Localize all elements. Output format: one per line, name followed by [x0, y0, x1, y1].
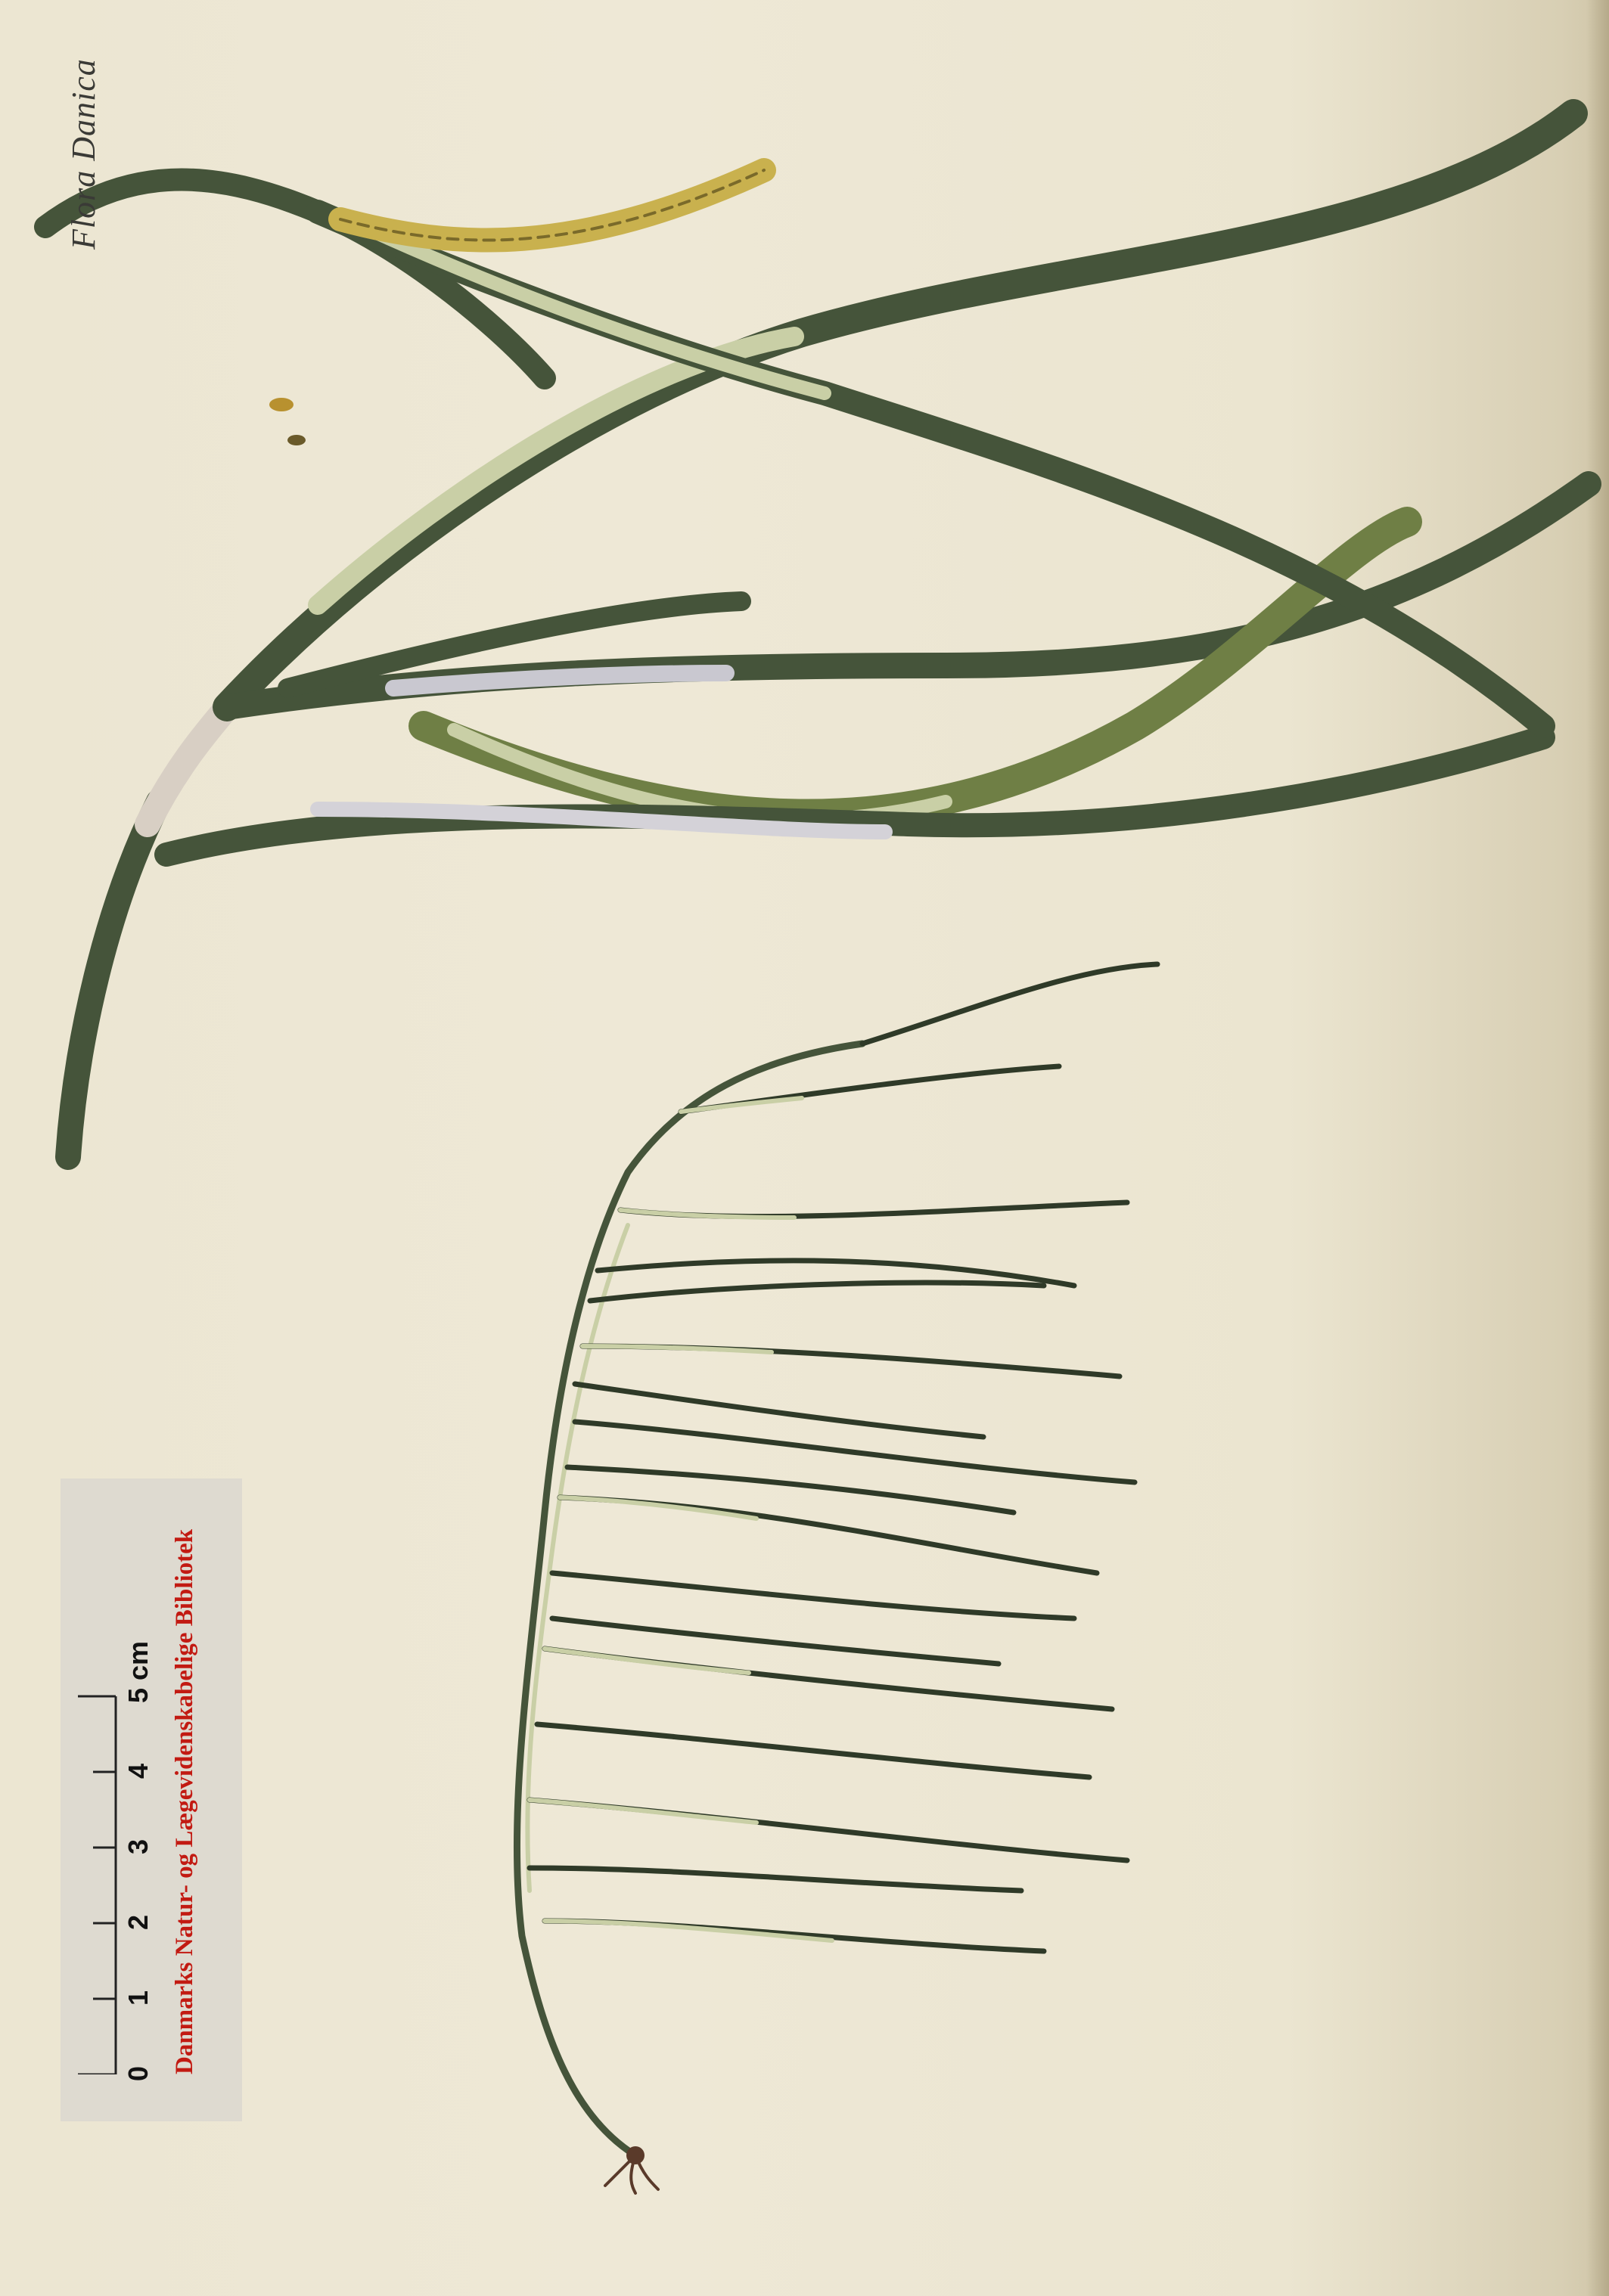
scale-tick-label: 2 [123, 1914, 154, 1930]
scale-tick-label: 0 [123, 2065, 154, 2081]
scale-labels [123, 1618, 160, 2087]
grass-leaf-illustration [45, 113, 1589, 1157]
work-title: Flora Danica [65, 58, 102, 250]
scale-tick-label: 1 [123, 1990, 154, 2006]
scale-tick-label: 4 [123, 1763, 154, 1779]
institution-label: Danmarks Natur- og Lægevidenskabelige Bibliotek [171, 1528, 198, 2074]
scale-ruler [74, 1651, 120, 2074]
seed-icon [269, 398, 306, 445]
scale-bar [61, 1478, 242, 2121]
scale-tick-label: 5 cm [123, 1640, 154, 1703]
branching-plant-illustration [517, 964, 1157, 2193]
plate-header [64, 0, 103, 250]
scale-tick-label: 3 [123, 1838, 154, 1854]
scale-bar-card [61, 1478, 242, 2121]
